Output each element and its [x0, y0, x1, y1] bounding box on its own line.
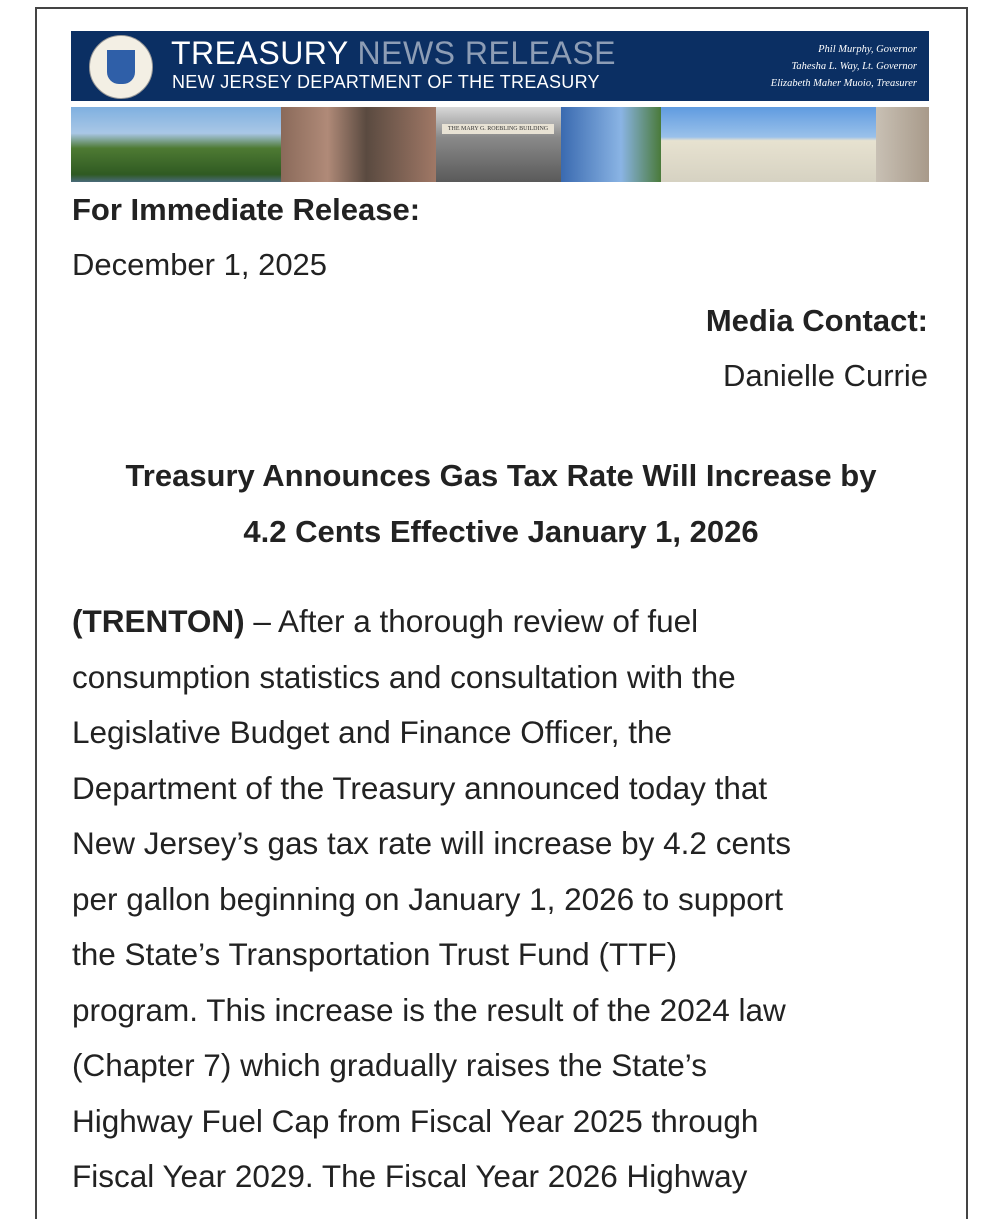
banner-title-treasury: TREASURY — [171, 35, 349, 71]
photo-tower — [876, 107, 929, 182]
official-governor: Phil Murphy, Governor — [818, 44, 917, 55]
body-line: consumption statistics and consultation with the — [72, 658, 736, 695]
media-contact-name: Danielle Currie — [722, 358, 928, 393]
body-line: program. This increase is the result of the 2024 law — [72, 991, 786, 1028]
body-line: Legislative Budget and Finance Officer, the — [72, 714, 673, 750]
banner-subtitle: NEW JERSEY DEPARTMENT OF THE TREASURY — [172, 72, 600, 92]
official-treasurer: Elizabeth Maher Muoio, Treasurer — [770, 78, 917, 89]
body-line: New Jersey’s gas tax rate will increase by 4.2 cents — [72, 825, 791, 861]
photo-building-brick — [281, 107, 436, 182]
body-text: – After a thorough review of fuel — [244, 603, 699, 639]
body-line: per gallon beginning on January 1, 2026 to support — [72, 880, 784, 917]
banner-title — [171, 35, 616, 72]
officials-list — [771, 41, 917, 92]
photo-roebling-building — [436, 107, 561, 182]
body-line: Highway Fuel Cap from Fiscal Year 2025 through — [72, 1102, 759, 1139]
photo-office-building — [661, 107, 876, 182]
photo-statehouse — [71, 107, 281, 182]
release-label: For Immediate Release: — [72, 192, 421, 227]
nj-state-seal-logo — [89, 35, 153, 99]
body-line — [72, 594, 791, 650]
body-line: Department of the Treasury announced today that — [72, 769, 768, 806]
headline-line: 4.2 Cents Effective January 1, 2026 — [243, 514, 759, 549]
press-release-body — [72, 594, 791, 1205]
body-line: (Chapter 7) which gradually raises the State’s — [72, 1047, 707, 1083]
buildings-photo-strip — [71, 107, 929, 182]
body-line: Fiscal Year 2029. The Fiscal Year 2026 Highway — [72, 1158, 748, 1194]
release-date: December 1, 2025 — [72, 247, 328, 282]
body-line: the State’s Transportation Trust Fund (TTF) — [72, 936, 678, 972]
official-lt-governor: Tahesha L. Way, Lt. Governor — [791, 61, 917, 72]
banner-title-news-release: NEWS RELEASE — [357, 35, 616, 71]
photo-glass-building — [561, 107, 661, 182]
roebling-building-sign: THE MARY G. ROEBLING BUILDING — [442, 124, 554, 134]
media-contact-label: Media Contact: — [705, 303, 928, 338]
headline-line: Treasury Announces Gas Tax Rate Will Increase by — [125, 458, 877, 493]
treasury-banner — [71, 31, 929, 101]
press-release-headline — [72, 448, 930, 560]
dateline: (TRENTON) — [72, 603, 245, 639]
